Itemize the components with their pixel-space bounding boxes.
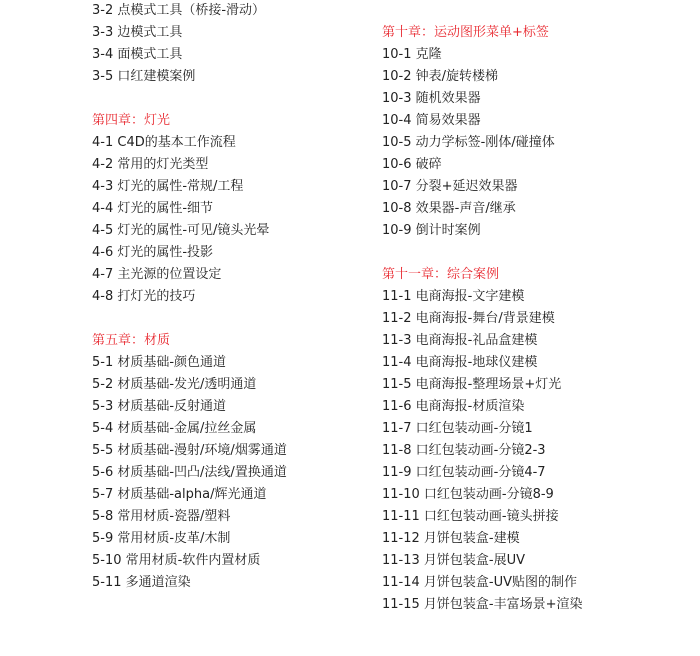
list-item: 4-7 主光源的位置设定 — [92, 267, 222, 282]
list-item: 5-2 材质基础-发光/透明通道 — [92, 377, 257, 392]
chapter-heading-10: 第十章：运动图形菜单+标签 — [382, 25, 549, 40]
list-item: 5-1 材质基础-颜色通道 — [92, 355, 227, 370]
list-item: 10-4 简易效果器 — [382, 113, 481, 128]
list-item: 11-3 电商海报-礼品盒建模 — [382, 333, 538, 348]
list-item: 3-4 面模式工具 — [92, 47, 183, 62]
list-item: 5-10 常用材质-软件内置材质 — [92, 553, 261, 568]
list-item: 10-5 动力学标签-刚体/碰撞体 — [382, 135, 555, 150]
list-item: 11-6 电商海报-材质渲染 — [382, 399, 525, 414]
list-item: 5-11 多通道渲染 — [92, 575, 191, 590]
list-item: 5-7 材质基础-alpha/辉光通道 — [92, 487, 267, 502]
list-item: 5-6 材质基础-凹凸/法线/置换通道 — [92, 465, 287, 480]
list-item: 5-4 材质基础-金属/拉丝金属 — [92, 421, 257, 436]
list-item: 4-1 C4D的基本工作流程 — [92, 135, 236, 150]
list-item: 11-5 电商海报-整理场景+灯光 — [382, 377, 562, 392]
list-item: 11-8 口红包装动画-分镜2-3 — [382, 443, 546, 458]
chapter-heading-4: 第四章：灯光 — [92, 113, 171, 128]
left-column — [92, 0, 382, 594]
list-item: 5-8 常用材质-瓷器/塑料 — [92, 509, 231, 524]
chapter-heading-11: 第十一章：综合案例 — [382, 267, 500, 282]
list-item: 10-6 破碎 — [382, 157, 442, 172]
list-item: 11-12 月饼包装盒-建模 — [382, 531, 520, 546]
list-item: 3-2 点模式工具（桥接-滑动） — [92, 3, 266, 18]
list-item: 3-3 边模式工具 — [92, 25, 183, 40]
list-item: 11-11 口红包装动画-镜头拼接 — [382, 509, 559, 524]
right-column — [382, 0, 692, 616]
list-item: 10-2 钟表/旋转楼梯 — [382, 69, 499, 84]
chapter-heading-5: 第五章：材质 — [92, 333, 171, 348]
list-item: 4-8 打灯光的技巧 — [92, 289, 196, 304]
list-item: 11-2 电商海报-舞台/背景建模 — [382, 311, 555, 326]
list-item: 5-9 常用材质-皮革/木制 — [92, 531, 231, 546]
list-item: 10-1 克隆 — [382, 47, 442, 62]
list-item: 5-5 材质基础-漫射/环境/烟雾通道 — [92, 443, 287, 458]
spacer — [382, 242, 692, 264]
list-item: 3-5 口红建模案例 — [92, 69, 196, 84]
list-item: 11-1 电商海报-文字建模 — [382, 289, 525, 304]
list-item: 4-3 灯光的属性-常规/工程 — [92, 179, 244, 194]
list-item: 11-15 月饼包装盒-丰富场景+渲染 — [382, 597, 583, 612]
list-item: 4-4 灯光的属性-细节 — [92, 201, 214, 216]
spacer — [92, 308, 382, 330]
list-item: 10-7 分裂+延迟效果器 — [382, 179, 518, 194]
spacer — [382, 0, 692, 22]
list-item: 11-13 月饼包装盒-展UV — [382, 553, 526, 568]
list-item: 11-14 月饼包装盒-UV贴图的制作 — [382, 575, 578, 590]
list-item: 4-5 灯光的属性-可见/镜头光晕 — [92, 223, 270, 238]
list-item: 4-6 灯光的属性-投影 — [92, 245, 214, 260]
list-item: 10-3 随机效果器 — [382, 91, 481, 106]
list-item: 5-3 材质基础-反射通道 — [92, 399, 227, 414]
list-item: 4-2 常用的灯光类型 — [92, 157, 209, 172]
list-item: 11-4 电商海报-地球仪建模 — [382, 355, 538, 370]
list-item: 10-8 效果器-声音/继承 — [382, 201, 516, 216]
list-item: 10-9 倒计时案例 — [382, 223, 481, 238]
list-item: 11-10 口红包装动画-分镜8-9 — [382, 487, 554, 502]
list-item: 11-9 口红包装动画-分镜4-7 — [382, 465, 546, 480]
spacer — [92, 88, 382, 110]
list-item: 11-7 口红包装动画-分镜1 — [382, 421, 533, 436]
